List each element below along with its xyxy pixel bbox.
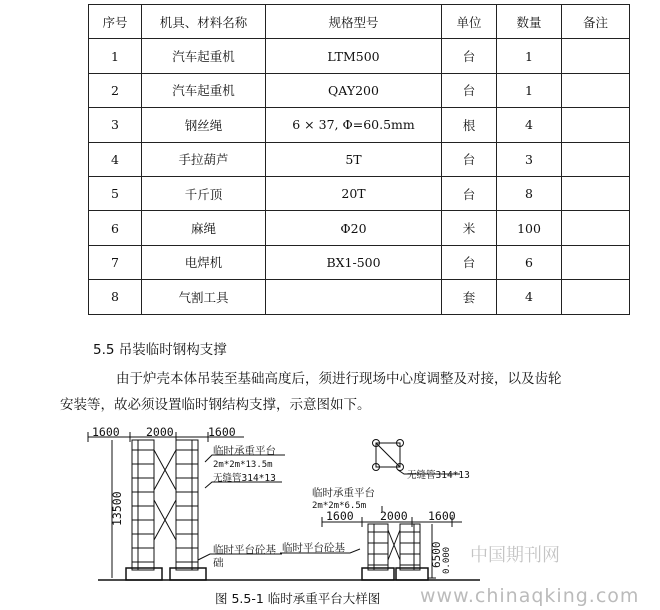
- left-base-label-2: 础: [213, 557, 224, 569]
- dim-label: 1600: [428, 509, 456, 523]
- paragraph-line: 由于炉壳本体吊装至基础高度后，须进行现场中心度调整及对接，以及齿轮: [116, 371, 562, 387]
- watermark-text: 中国期刊网: [470, 545, 560, 566]
- dim-label: 1600: [92, 425, 120, 439]
- table-cell: 7: [89, 245, 142, 279]
- right-platform-label: 临时承重平台: [312, 487, 375, 499]
- table-cell: 气割工具: [142, 280, 266, 314]
- left-platform-size: 2m*2m*13.5m: [213, 460, 273, 470]
- dim-label: 1600: [326, 509, 354, 523]
- dim-label: 2000: [146, 425, 174, 439]
- left-pipe-label: 无缝管314*13: [213, 473, 276, 484]
- right-base-label: 临时平台砼基: [282, 542, 345, 554]
- table-cell: 钢丝绳: [142, 108, 266, 142]
- level-label: 0.000: [442, 546, 452, 574]
- table-cell: 6 × 37, Φ=60.5mm: [266, 108, 442, 142]
- table-cell: 4: [497, 108, 562, 142]
- table-cell: 2: [89, 73, 142, 107]
- table-cell: 台: [442, 73, 497, 107]
- table-cell: 20T: [266, 176, 442, 210]
- dim-label: 13500: [110, 491, 124, 526]
- table-cell: BX1-500: [266, 245, 442, 279]
- table-cell: 根: [442, 108, 497, 142]
- table-cell: 台: [442, 39, 497, 73]
- dim-label: 1600: [208, 425, 236, 439]
- table-cell: LTM500: [266, 39, 442, 73]
- table-cell: 麻绳: [142, 211, 266, 245]
- table-cell: 4: [89, 142, 142, 176]
- paragraph-line: 安装等，故必须设置临时钢结构支撑，示意图如下。: [60, 397, 371, 413]
- table-cell: 8: [89, 280, 142, 314]
- table-cell: 千斤顶: [142, 176, 266, 210]
- table-header: 备注: [562, 5, 630, 39]
- dim-label: 2000: [380, 509, 408, 523]
- table-cell: 套: [442, 280, 497, 314]
- table-cell: 3: [89, 108, 142, 142]
- table-cell: 100: [497, 211, 562, 245]
- table-cell: 1: [497, 39, 562, 73]
- table-cell: QAY200: [266, 73, 442, 107]
- table-cell: 4: [497, 280, 562, 314]
- table-cell: 5T: [266, 142, 442, 176]
- left-platform-label: 临时承重平台: [213, 445, 276, 457]
- section-heading: 5.5 吊装临时钢构支撑: [93, 342, 227, 358]
- table-header: 机具、材料名称: [142, 5, 266, 39]
- table-header: 序号: [89, 5, 142, 39]
- table-cell: Φ20: [266, 211, 442, 245]
- table-cell: 1: [89, 39, 142, 73]
- table-header: 规格型号: [266, 5, 442, 39]
- table-cell: 6: [89, 211, 142, 245]
- figure-caption: 图 5.5-1 临时承重平台大样图: [215, 591, 381, 606]
- table-cell: 手拉葫芦: [142, 142, 266, 176]
- table-cell: 台: [442, 142, 497, 176]
- right-platform-size: 2m*2m*6.5m: [312, 501, 367, 511]
- table-cell: 3: [497, 142, 562, 176]
- right-pipe-label: 无缝管314*13: [407, 470, 470, 481]
- dim-label: 6500: [430, 541, 443, 568]
- table-cell: 8: [497, 176, 562, 210]
- table-cell: 汽车起重机: [142, 39, 266, 73]
- left-base-label: 临时平台砼基: [213, 544, 276, 556]
- left-structure: [88, 432, 330, 580]
- table-header: 数量: [497, 5, 562, 39]
- table-cell: 1: [497, 73, 562, 107]
- table-cell: 6: [497, 245, 562, 279]
- table-cell: 5: [89, 176, 142, 210]
- table-cell: 台: [442, 245, 497, 279]
- table-header: 单位: [442, 5, 497, 39]
- watermark-url: www.chinaqking.com: [420, 585, 640, 607]
- table-cell: 台: [442, 176, 497, 210]
- table-cell: 米: [442, 211, 497, 245]
- table-cell: 电焊机: [142, 245, 266, 279]
- table-cell: 汽车起重机: [142, 73, 266, 107]
